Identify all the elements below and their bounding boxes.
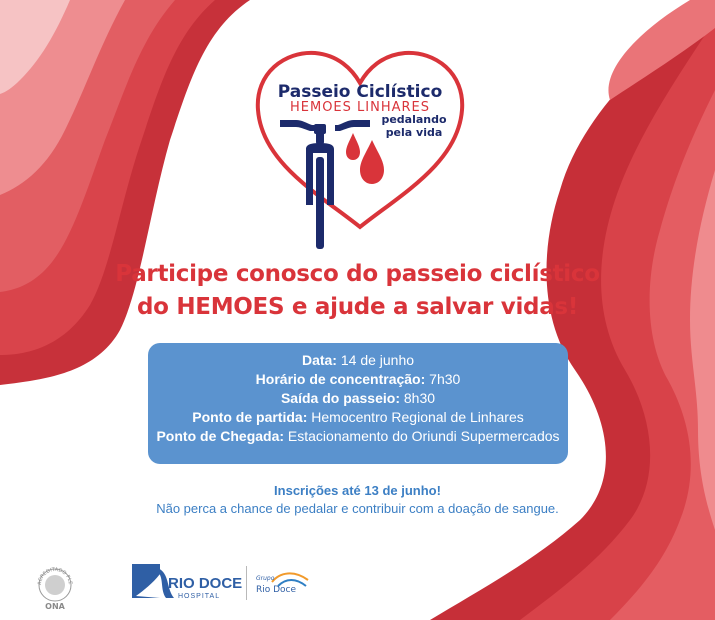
- registration-deadline: Inscrições até 13 de junho!: [274, 483, 441, 498]
- headline-line-2: do HEMOES e ajude a salvar vidas!: [136, 294, 579, 320]
- logo-tagline-2: pela vida: [385, 126, 443, 139]
- rio-doce-hospital-logo: [130, 560, 245, 602]
- hospital-name: RIO DOCE: [168, 575, 243, 592]
- group-small-label: Grupo: [256, 575, 275, 582]
- headline-line-1: Participe conosco do passeio ciclístico: [115, 261, 600, 287]
- registration-note: [0, 482, 715, 518]
- info-row-end-point: Ponto de Chegada: Estacionamento do Oriundi Supermercados: [156, 428, 560, 444]
- info-row-departure-time: Saída do passeio: 8h30: [280, 390, 436, 406]
- logo-title: Passeio Ciclístico: [277, 82, 443, 102]
- logo-subtitle: HEMOES LINHARES: [289, 100, 431, 115]
- info-row-date: Data: 14 de junho: [301, 352, 415, 368]
- registration-message: Não perca a chance de pedalar e contribuir com a doação de sangue.: [156, 501, 559, 516]
- ona-seal-logo: [30, 563, 80, 613]
- group-name: Rio Doce: [256, 585, 297, 595]
- event-info-box: [148, 343, 568, 464]
- logo-tagline-1: pedalando: [381, 113, 447, 126]
- headline: [0, 258, 715, 324]
- hospital-sub: HOSPITAL: [178, 593, 221, 600]
- event-logo: [250, 45, 470, 250]
- info-row-start-point: Ponto de partida: Hemocentro Regional de Linhares: [192, 409, 524, 425]
- heart-outline: [258, 53, 462, 227]
- info-row-concentration-time: Horário de concentração: 7h30: [255, 371, 461, 387]
- ona-label: ONA: [45, 602, 65, 611]
- grupo-rio-doce-logo: [254, 568, 314, 602]
- footer-divider: [246, 566, 247, 600]
- svg-text:ACREDITADO PLENO: ACREDITADO PLE: [36, 566, 74, 586]
